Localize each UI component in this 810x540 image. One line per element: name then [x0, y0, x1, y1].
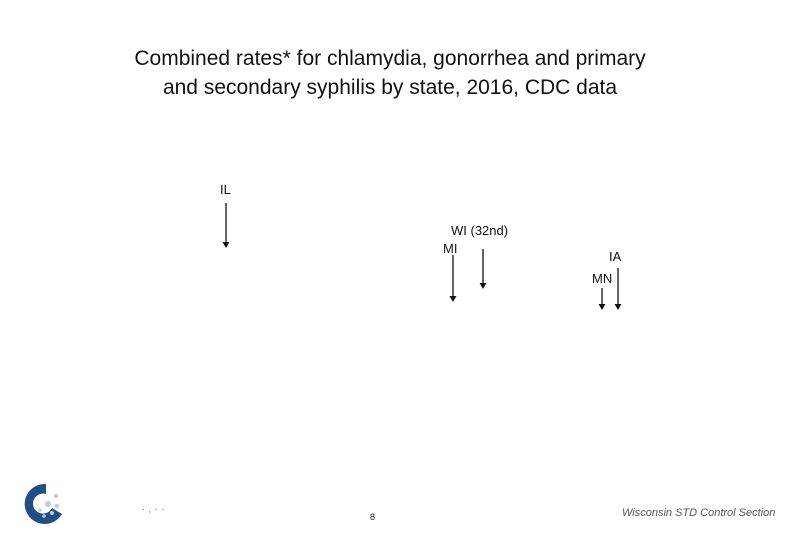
- annotation-arrow-wi: [480, 249, 487, 289]
- annotation-label-il: IL: [220, 182, 231, 197]
- annotation-arrow-ia: [615, 268, 622, 310]
- annotation-arrow-il: [223, 203, 230, 248]
- footer-organization: Wisconsin STD Control Section: [622, 507, 776, 519]
- chart-title-line-2: and secondary syphilis by state, 2016, CDC data: [162, 76, 618, 99]
- chart-title-line-1: Combined rates* for chlamydia, gonorrhea and primary: [134, 47, 646, 70]
- annotation-label-mn: MN: [592, 271, 613, 286]
- annotation-arrow-mi: [450, 255, 457, 302]
- annotation-arrow-mn: [599, 288, 606, 310]
- annotation-label-mi: MI: [443, 241, 458, 256]
- footer-ticks: · ‚ · ·: [142, 505, 166, 514]
- annotation-label-ia: IA: [609, 249, 622, 264]
- page-number: 8: [370, 512, 376, 522]
- annotation-label-wi: WI (32nd): [451, 223, 509, 238]
- starburst-logo-icon: [18, 480, 66, 528]
